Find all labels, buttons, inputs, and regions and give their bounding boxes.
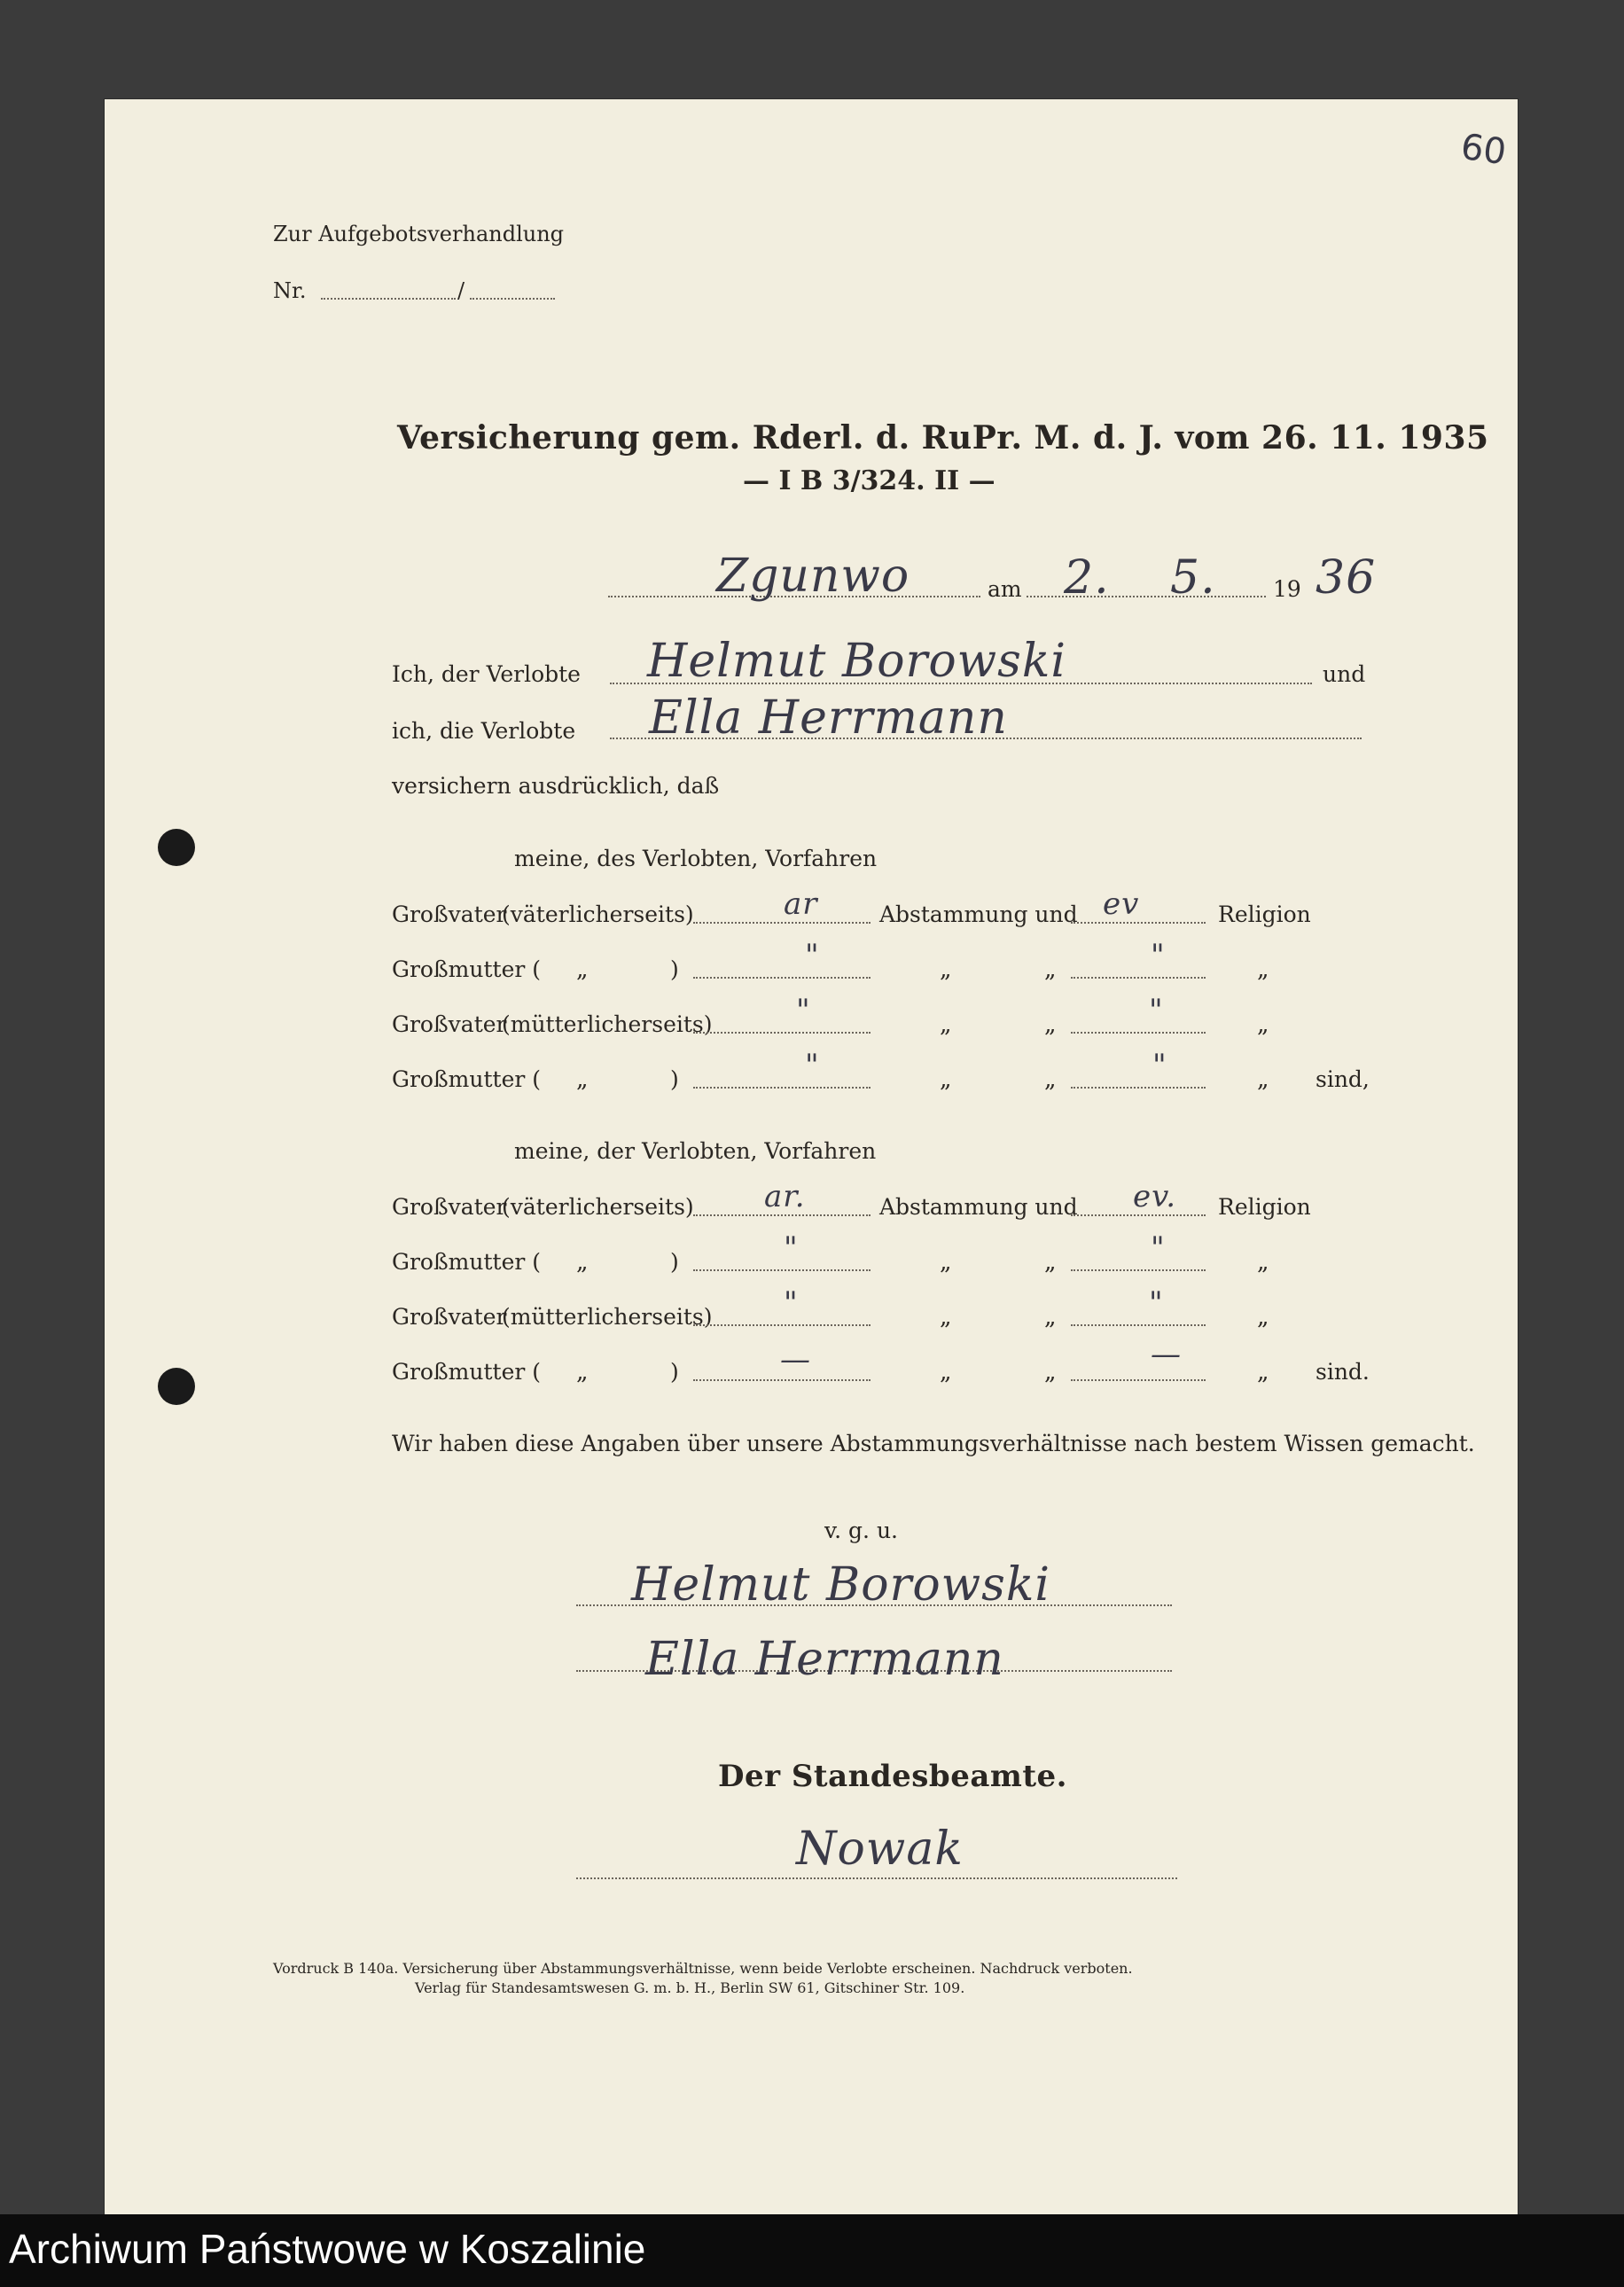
groom-signature: Helmut Borowski xyxy=(631,1558,1050,1612)
religion-field xyxy=(1071,1087,1206,1089)
document-subtitle: — I B 3/324. II — xyxy=(743,465,995,496)
ditto-mark: „ xyxy=(1257,1304,1269,1331)
signature-line-registrar xyxy=(576,1877,1177,1879)
punch-hole-bottom xyxy=(158,1368,195,1405)
abstammung-field xyxy=(693,1214,871,1216)
abstammung-value: ar xyxy=(784,886,818,922)
abstammung-field xyxy=(693,1324,871,1326)
ancestor-paren: ) xyxy=(670,1359,679,1385)
abstammung-field xyxy=(693,1379,871,1381)
ancestor-label: Großmutter ( xyxy=(392,1249,542,1275)
religion-value: " xyxy=(1152,1048,1167,1083)
abstammung-value: " xyxy=(796,993,811,1028)
ditto-mark: „ xyxy=(1257,1011,1269,1038)
registrar-title: Der Standesbeamte. xyxy=(718,1759,1068,1794)
religion-field xyxy=(1071,922,1206,924)
ditto-mark: „ xyxy=(1044,1066,1057,1093)
religion-field xyxy=(1071,977,1206,979)
ancestor-side: (mütterlicherseits) xyxy=(502,1304,713,1330)
religion-value: " xyxy=(1149,1285,1164,1321)
ditto-mark: „ xyxy=(940,1304,952,1331)
ancestor-paren: ) xyxy=(670,956,679,982)
ancestor-side: (väterlicherseits) xyxy=(502,1194,694,1220)
ditto-mark: „ xyxy=(940,956,952,983)
nr-field xyxy=(321,298,456,300)
declaration-text: Wir haben diese Angaben über unsere Abstammungsverhältnisse nach bestem Wissen gemacht. xyxy=(392,1431,1475,1456)
archive-caption: Archiwum Państwowe w Koszalinie xyxy=(9,2226,646,2272)
ancestor-paren: ) xyxy=(670,1249,679,1275)
date-month: 5. xyxy=(1170,551,1216,605)
punch-hole-top xyxy=(158,829,195,866)
ditto-mark: „ xyxy=(1257,1359,1269,1385)
religion-value: " xyxy=(1149,993,1164,1028)
footer-line-1: Vordruck B 140a. Versicherung über Abstammungsverhältnisse, wenn beide Verlobte erscheinen. Nachdruck verboten. xyxy=(273,1960,1133,1977)
ancestor-side: (mütterlicherseits) xyxy=(502,1011,713,1037)
bride-signature: Ella Herrmann xyxy=(645,1633,1004,1686)
am-label: am xyxy=(988,576,1022,602)
groom-label: Ich, der Verlobte xyxy=(392,661,581,687)
ancestor-label: Großvater xyxy=(392,1011,507,1037)
year-suffix: 36 xyxy=(1316,551,1377,605)
ancestor-side: (väterlicherseits) xyxy=(502,902,694,927)
registrar-signature: Nowak xyxy=(796,1823,964,1876)
vgu-text: v. g. u. xyxy=(824,1518,898,1543)
ditto-mark: „ xyxy=(1257,1249,1269,1276)
religion-value: " xyxy=(1151,1230,1166,1266)
religion-label: Religion xyxy=(1218,902,1311,927)
abstammung-field xyxy=(693,1032,871,1034)
abstammung-field xyxy=(693,977,871,979)
ancestor-label: Großvater xyxy=(392,902,507,927)
groom-name-handwritten: Helmut Borowski xyxy=(647,635,1066,688)
ditto-mark: „ xyxy=(576,1249,589,1276)
date-field xyxy=(1027,596,1266,597)
religion-value: — xyxy=(1151,1337,1182,1372)
religion-field xyxy=(1071,1032,1206,1034)
place-handwritten: Zgunwo xyxy=(716,550,910,603)
ditto-mark: „ xyxy=(940,1359,952,1385)
ancestor-label: Großvater xyxy=(392,1194,507,1220)
ditto-mark: „ xyxy=(1044,1011,1057,1038)
page-number: 60 xyxy=(1458,126,1509,174)
ancestor-label: Großmutter ( xyxy=(392,956,542,982)
abstammung-value: " xyxy=(784,1285,799,1321)
religion-field xyxy=(1071,1379,1206,1381)
abstammung-und-label: Abstammung und xyxy=(879,902,1078,927)
abstammung-und-label: Abstammung und xyxy=(879,1194,1078,1220)
groom-ancestors-heading: meine, des Verlobten, Vorfahren xyxy=(514,846,878,871)
abstammung-field xyxy=(693,1087,871,1089)
religion-field xyxy=(1071,1269,1206,1271)
religion-label: Religion xyxy=(1218,1194,1311,1220)
ditto-mark: „ xyxy=(1257,956,1269,983)
ancestor-label: Großmutter ( xyxy=(392,1066,542,1092)
bride-label: ich, die Verlobte xyxy=(392,718,576,744)
nr-field-2 xyxy=(470,298,555,300)
ancestor-paren: ) xyxy=(670,1066,679,1092)
ditto-mark: „ xyxy=(940,1011,952,1038)
abstammung-field xyxy=(693,1269,871,1271)
ditto-mark: „ xyxy=(1044,1249,1057,1276)
ancestor-label: Großmutter ( xyxy=(392,1359,542,1385)
year-prefix: 19 xyxy=(1273,576,1301,602)
ditto-mark: „ xyxy=(940,1249,952,1276)
nr-slash: / xyxy=(457,278,465,303)
bride-ancestors-heading: meine, der Verlobten, Vorfahren xyxy=(514,1138,877,1164)
ditto-mark: „ xyxy=(1044,1304,1057,1331)
nr-label: Nr. xyxy=(273,278,307,303)
ditto-mark: „ xyxy=(576,1066,589,1093)
caption-bar xyxy=(0,2214,1624,2287)
ditto-mark: „ xyxy=(576,956,589,983)
abstammung-value: " xyxy=(805,938,820,973)
religion-value: ev. xyxy=(1133,1179,1177,1214)
document-title: Versicherung gem. Rderl. d. RuPr. M. d. J. vom 26. 11. 1935 xyxy=(397,419,1489,457)
abstammung-value: " xyxy=(784,1230,799,1266)
abstammung-value: ar. xyxy=(764,1179,806,1214)
header-line: Zur Aufgebotsverhandlung xyxy=(273,222,565,246)
abstammung-field xyxy=(693,922,871,924)
footer-line-2: Verlag für Standesamtswesen G. m. b. H., Berlin SW 61, Gitschiner Str. 109. xyxy=(415,1979,965,1996)
und-label: und xyxy=(1323,661,1366,687)
religion-field xyxy=(1071,1214,1206,1216)
row-tail: sind. xyxy=(1316,1359,1370,1385)
ditto-mark: „ xyxy=(1044,956,1057,983)
assure-text: versichern ausdrücklich, daß xyxy=(392,773,720,799)
bride-name-handwritten: Ella Herrmann xyxy=(649,691,1008,745)
religion-field xyxy=(1071,1324,1206,1326)
ancestor-label: Großvater xyxy=(392,1304,507,1330)
abstammung-value: " xyxy=(805,1048,820,1083)
ditto-mark: „ xyxy=(1044,1359,1057,1385)
religion-value: " xyxy=(1151,938,1166,973)
row-tail: sind, xyxy=(1316,1066,1370,1092)
ditto-mark: „ xyxy=(576,1359,589,1385)
religion-value: ev xyxy=(1103,886,1140,922)
ditto-mark: „ xyxy=(940,1066,952,1093)
ditto-mark: „ xyxy=(1257,1066,1269,1093)
abstammung-value: — xyxy=(780,1342,811,1378)
date-day: 2. xyxy=(1064,551,1110,605)
